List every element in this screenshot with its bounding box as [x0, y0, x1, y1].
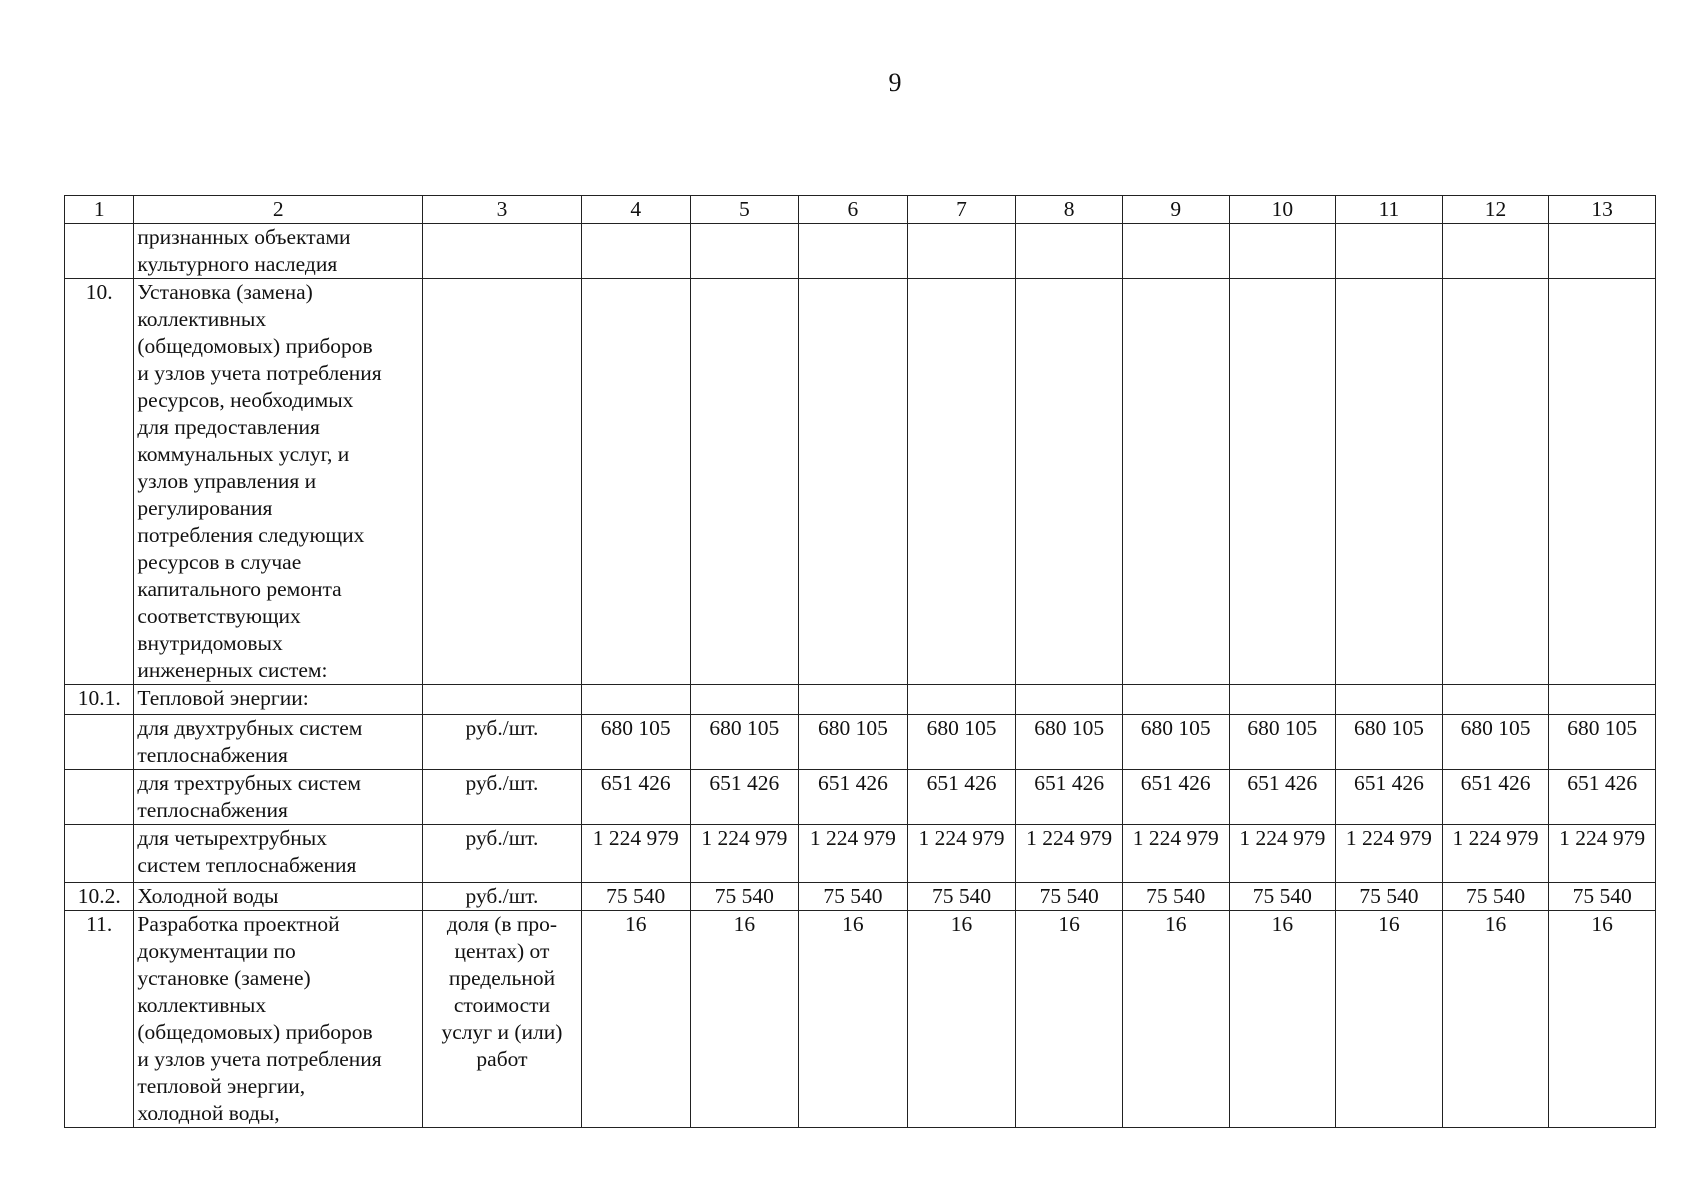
row-unit — [423, 685, 582, 715]
value-cell — [581, 224, 690, 279]
value-cell: 75 540 — [1122, 883, 1229, 911]
value-cell — [581, 685, 690, 715]
value-cell — [690, 279, 799, 685]
text-line: систем теплоснабжения — [137, 853, 357, 877]
value-cell: 16 — [690, 911, 799, 1128]
text-line: Холодной воды — [137, 884, 279, 908]
table-row — [65, 911, 1656, 1128]
row-description — [134, 883, 423, 911]
header-cell: 8 — [1016, 196, 1123, 224]
value-cell: 680 105 — [1442, 715, 1549, 770]
value-cell — [1122, 685, 1229, 715]
text-line: теплоснабжения — [137, 798, 288, 822]
value-cell — [1016, 224, 1123, 279]
text-line: Установка (замена) — [137, 280, 313, 304]
value-cell: 651 426 — [1229, 770, 1336, 825]
row-unit — [423, 224, 582, 279]
text-line: руб./шт. — [465, 716, 539, 740]
value-cell — [1549, 279, 1656, 685]
value-cell: 75 540 — [690, 883, 799, 911]
header-cell: 9 — [1122, 196, 1229, 224]
value-cell: 651 426 — [1336, 770, 1443, 825]
value-cell: 75 540 — [1549, 883, 1656, 911]
value-cell: 75 540 — [1442, 883, 1549, 911]
value-cell — [1229, 279, 1336, 685]
value-cell — [1442, 279, 1549, 685]
value-cell: 75 540 — [1336, 883, 1443, 911]
text-line: признанных объектами — [137, 225, 351, 249]
value-cell — [1549, 224, 1656, 279]
value-cell: 16 — [1549, 911, 1656, 1128]
text-line: для четырехтрубных — [137, 826, 327, 850]
table-row — [65, 685, 1656, 715]
text-line: теплоснабжения — [137, 743, 288, 767]
row-number — [65, 715, 134, 770]
value-cell: 1 224 979 — [1442, 825, 1549, 883]
value-cell: 680 105 — [1549, 715, 1656, 770]
text-line: внутридомовых — [137, 631, 283, 655]
value-cell: 16 — [1122, 911, 1229, 1128]
value-cell — [1336, 685, 1443, 715]
text-line: коммунальных услуг, и — [137, 442, 350, 466]
text-line: работ — [476, 1047, 528, 1071]
text-line: (общедомовых) приборов — [137, 1020, 373, 1044]
value-cell: 680 105 — [1016, 715, 1123, 770]
value-cell — [799, 279, 908, 685]
value-cell: 75 540 — [1229, 883, 1336, 911]
row-description — [134, 825, 423, 883]
row-unit — [423, 911, 582, 1128]
text-line: стоимости — [453, 993, 551, 1017]
header-cell: 2 — [134, 196, 423, 224]
value-cell — [1549, 685, 1656, 715]
row-unit — [423, 279, 582, 685]
text-line: доля (в про- — [446, 912, 558, 936]
value-cell: 680 105 — [1122, 715, 1229, 770]
value-cell: 16 — [799, 911, 908, 1128]
text-line: для трехтрубных систем — [137, 771, 361, 795]
value-cell: 1 224 979 — [1549, 825, 1656, 883]
value-cell — [907, 224, 1016, 279]
value-cell: 16 — [1336, 911, 1443, 1128]
text-line: ресурсов в случае — [137, 550, 302, 574]
value-cell — [1442, 685, 1549, 715]
header-cell: 1 — [65, 196, 134, 224]
value-cell: 1 224 979 — [1016, 825, 1123, 883]
text-line: ресурсов, необходимых — [137, 388, 354, 412]
row-description — [134, 279, 423, 685]
value-cell: 680 105 — [581, 715, 690, 770]
value-cell: 16 — [1229, 911, 1336, 1128]
text-line: установке (замене) — [137, 966, 311, 990]
value-cell — [690, 224, 799, 279]
row-description — [134, 715, 423, 770]
text-line: инженерных систем: — [137, 658, 328, 682]
text-line: для предоставления — [137, 415, 320, 439]
value-cell: 1 224 979 — [690, 825, 799, 883]
page-number: 9 — [888, 68, 902, 97]
row-description — [134, 224, 423, 279]
row-number: 10.2. — [65, 883, 134, 911]
row-description — [134, 685, 423, 715]
text-line: коллективных — [137, 307, 267, 331]
value-cell — [690, 685, 799, 715]
row-number: 10.1. — [65, 685, 134, 715]
text-line: и узлов учета потребления — [137, 361, 382, 385]
table-row — [65, 770, 1656, 825]
value-cell: 75 540 — [581, 883, 690, 911]
row-number — [65, 770, 134, 825]
value-cell: 651 426 — [690, 770, 799, 825]
text-line: соответствующих — [137, 604, 301, 628]
text-line: узлов управления и — [137, 469, 317, 493]
value-cell — [1016, 685, 1123, 715]
text-line: Разработка проектной — [137, 912, 340, 936]
value-cell: 651 426 — [1122, 770, 1229, 825]
value-cell: 75 540 — [799, 883, 908, 911]
text-line: тепловой энергии, — [137, 1074, 306, 1098]
text-line: и узлов учета потребления — [137, 1047, 382, 1071]
row-number — [65, 224, 134, 279]
row-number: 11. — [65, 911, 134, 1128]
row-number: 10. — [65, 279, 134, 685]
value-cell: 680 105 — [907, 715, 1016, 770]
row-unit — [423, 825, 582, 883]
table-row — [65, 279, 1656, 685]
value-cell — [1229, 685, 1336, 715]
table-row — [65, 825, 1656, 883]
table-row — [65, 224, 1656, 279]
value-cell: 680 105 — [690, 715, 799, 770]
value-cell — [1442, 224, 1549, 279]
value-cell: 16 — [907, 911, 1016, 1128]
value-cell: 16 — [581, 911, 690, 1128]
row-unit — [423, 715, 582, 770]
row-number — [65, 825, 134, 883]
value-cell — [1336, 279, 1443, 685]
text-line: для двухтрубных систем — [137, 716, 363, 740]
value-cell: 680 105 — [1229, 715, 1336, 770]
header-cell: 11 — [1336, 196, 1443, 224]
value-cell: 651 426 — [1549, 770, 1656, 825]
value-cell — [1122, 224, 1229, 279]
value-cell: 680 105 — [799, 715, 908, 770]
text-line: коллективных — [137, 993, 267, 1017]
text-line: центах) от — [454, 939, 550, 963]
value-cell: 16 — [1016, 911, 1123, 1128]
header-cell: 7 — [907, 196, 1016, 224]
row-description — [134, 770, 423, 825]
value-cell: 680 105 — [1336, 715, 1443, 770]
text-line: культурного наследия — [137, 252, 338, 276]
header-cell: 12 — [1442, 196, 1549, 224]
header-row — [65, 196, 1656, 224]
value-cell — [799, 685, 908, 715]
text-line: услуг и (или) — [441, 1020, 563, 1044]
text-line: холодной воды, — [137, 1101, 280, 1125]
value-cell — [907, 279, 1016, 685]
value-cell: 651 426 — [799, 770, 908, 825]
text-line: руб./шт. — [465, 826, 539, 850]
value-cell: 1 224 979 — [1336, 825, 1443, 883]
value-cell: 75 540 — [907, 883, 1016, 911]
text-line: руб./шт. — [465, 884, 539, 908]
row-unit — [423, 883, 582, 911]
header-cell: 4 — [581, 196, 690, 224]
value-cell: 1 224 979 — [1229, 825, 1336, 883]
tariff-table — [64, 195, 1656, 1128]
value-cell: 1 224 979 — [799, 825, 908, 883]
text-line: Тепловой энергии: — [137, 686, 309, 710]
value-cell — [799, 224, 908, 279]
row-description — [134, 911, 423, 1128]
value-cell: 16 — [1442, 911, 1549, 1128]
text-line: документации по — [137, 939, 296, 963]
value-cell: 1 224 979 — [1122, 825, 1229, 883]
value-cell: 651 426 — [907, 770, 1016, 825]
text-line: капитального ремонта — [137, 577, 342, 601]
value-cell — [581, 279, 690, 685]
value-cell: 1 224 979 — [581, 825, 690, 883]
header-cell: 10 — [1229, 196, 1336, 224]
header-cell: 3 — [423, 196, 582, 224]
value-cell — [1122, 279, 1229, 685]
value-cell: 651 426 — [1016, 770, 1123, 825]
value-cell — [907, 685, 1016, 715]
header-cell: 6 — [799, 196, 908, 224]
header-cell: 13 — [1549, 196, 1656, 224]
value-cell: 75 540 — [1016, 883, 1123, 911]
value-cell — [1016, 279, 1123, 685]
text-line: руб./шт. — [465, 771, 539, 795]
text-line: предельной — [448, 966, 556, 990]
value-cell — [1229, 224, 1336, 279]
header-cell: 5 — [690, 196, 799, 224]
table-row — [65, 883, 1656, 911]
text-line: регулирования — [137, 496, 273, 520]
row-unit — [423, 770, 582, 825]
value-cell: 651 426 — [1442, 770, 1549, 825]
table-row — [65, 715, 1656, 770]
text-line: потребления следующих — [137, 523, 365, 547]
value-cell: 1 224 979 — [907, 825, 1016, 883]
value-cell — [1336, 224, 1443, 279]
text-line: (общедомовых) приборов — [137, 334, 373, 358]
value-cell: 651 426 — [581, 770, 690, 825]
